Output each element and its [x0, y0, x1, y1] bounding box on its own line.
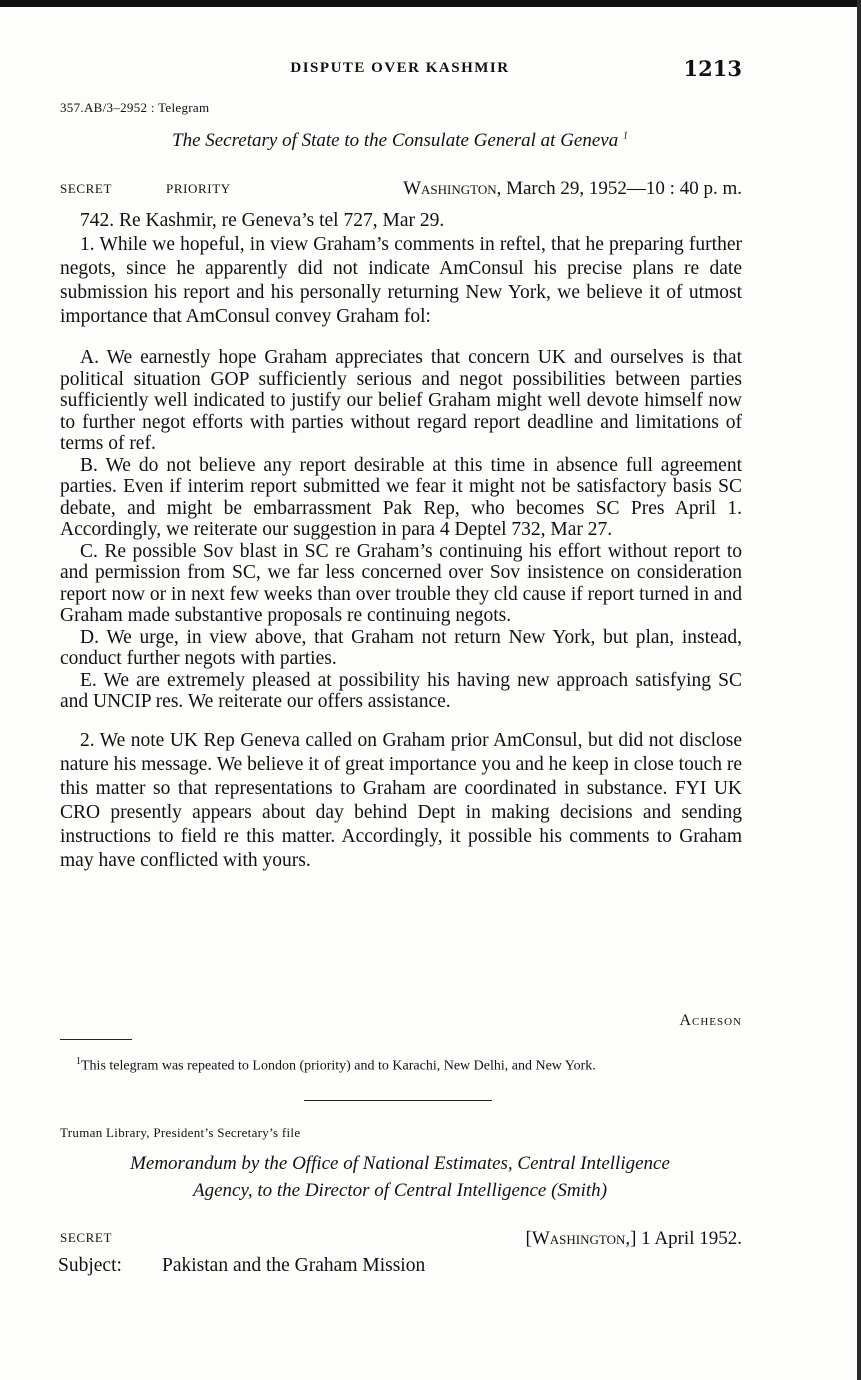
dateline: [403, 178, 742, 200]
point-b: B. We do not believe any report desirable at this time in absence full agreement parties. Even if interim report submitted we fear it might not be satisfactory basis SC debate, and might be embarrassment Pak Rep, who becomes SC Pres April 1. Accordingly, we reiterate our suggestion in para 4 Deptel 732, Mar 27.: [60, 454, 742, 540]
telegram-body: [60, 209, 742, 873]
memo-classification: SECRET: [60, 1230, 112, 1245]
footnote-marker: 1: [76, 1056, 81, 1067]
memo-title-line-2-a: Agency, to the Director of Central Intelligence (: [192, 1180, 558, 1201]
scan-top-edge: [0, 0, 861, 7]
running-head: [58, 56, 742, 86]
page-number: 1213: [683, 56, 742, 81]
memo-title-line-1: Memorandum by the Office of National Estimates, Central Intelligence: [130, 1153, 670, 1174]
point-a: A. We earnestly hope Graham appreciates that concern UK and ourselves is that political situation GOP sufficiently serious and negot possibilities between parties sufficiently well indicated to justify our belief Graham might well devote himself now to further negot efforts with parties without regard report deadline and limitations of terms of ref.: [60, 347, 742, 454]
running-head-title: DISPUTE OVER KASHMIR: [290, 60, 510, 76]
source-note: Truman Library, President’s Secretary’s file: [60, 1125, 301, 1140]
paragraph-1: 1. While we hopeful, in view Graham’s comments in reftel, that he preparing further negots, since he apparently did not indicate AmConsul his precise plans re date submission his report and his personally returning New York, we believe it of utmost importance that AmConsul convey Graham fol:: [60, 234, 742, 327]
signature: Acheson: [679, 1012, 742, 1029]
footnote: [60, 1053, 742, 1075]
lettered-points: [60, 347, 742, 713]
memo-subject: [58, 1255, 425, 1277]
document-title: [58, 130, 742, 152]
memo-header: [60, 1228, 742, 1252]
memo-title-line-2: [58, 1180, 742, 1202]
footnote-ref: 1: [622, 130, 628, 142]
footnote-text: This telegram was repeated to London (priority) and to Karachi, New Delhi, and New York.: [81, 1058, 596, 1074]
footnote-rule: [60, 1039, 132, 1040]
point-e: E. We are extremely pleased at possibility his having new approach satisfying SC and UNCIP res. We reiterate our offers assistance.: [60, 669, 742, 712]
telegram-header: [60, 178, 742, 202]
memo-dateline: [526, 1228, 743, 1250]
memo-recipient-name: Smith: [557, 1180, 601, 1201]
scan-right-edge: [857, 0, 861, 1380]
subject-text: Pakistan and the Graham Mission: [162, 1255, 426, 1276]
intro-paragraph: 742. Re Kashmir, re Geneva’s tel 727, Mar 29.: [80, 210, 445, 231]
memo-date-open: [: [525, 1228, 532, 1249]
subject-label: Subject:: [58, 1255, 122, 1276]
classification-label: SECRET: [60, 181, 112, 196]
paragraph-2: 2. We note UK Rep Geneva called on Graham prior AmConsul, but did not disclose nature his message. We believe it of great importance you and he keep in close touch re this matter so that representations to Graham are coordinated in substance. FYI UK CRO presently appears about day behind Dept in making decisions and sending instructions to field re this matter. Accordingly, it possible his comments to Graham may have conflicted with yours.: [60, 729, 742, 871]
memo-place: Washington,: [531, 1228, 631, 1249]
dateline-place: Washington: [403, 178, 497, 199]
document-title-text: The Secretary of State to the Consulate General at Geneva: [172, 130, 619, 151]
dateline-date: , March 29, 1952—10 : 40 p. m.: [496, 178, 742, 199]
section-divider: [304, 1100, 492, 1101]
point-d: D. We urge, in view above, that Graham not return New York, but plan, instead, conduct further negots with parties.: [60, 626, 742, 669]
point-c: C. Re possible Sov blast in SC re Graham’s continuing his effort without report to and permission from SC, we far less concerned over Sov insistence on consideration report now or in next few weeks than over trouble they cld cause if report turned in and Graham made substantive proposals re continuing negots.: [60, 540, 742, 626]
memo-date: ] 1 April 1952.: [630, 1228, 742, 1249]
memo-title-line-2-b: ): [600, 1180, 608, 1201]
file-reference: 357.AB/3–2952 : Telegram: [60, 100, 210, 115]
precedence-label: PRIORITY: [166, 181, 231, 196]
